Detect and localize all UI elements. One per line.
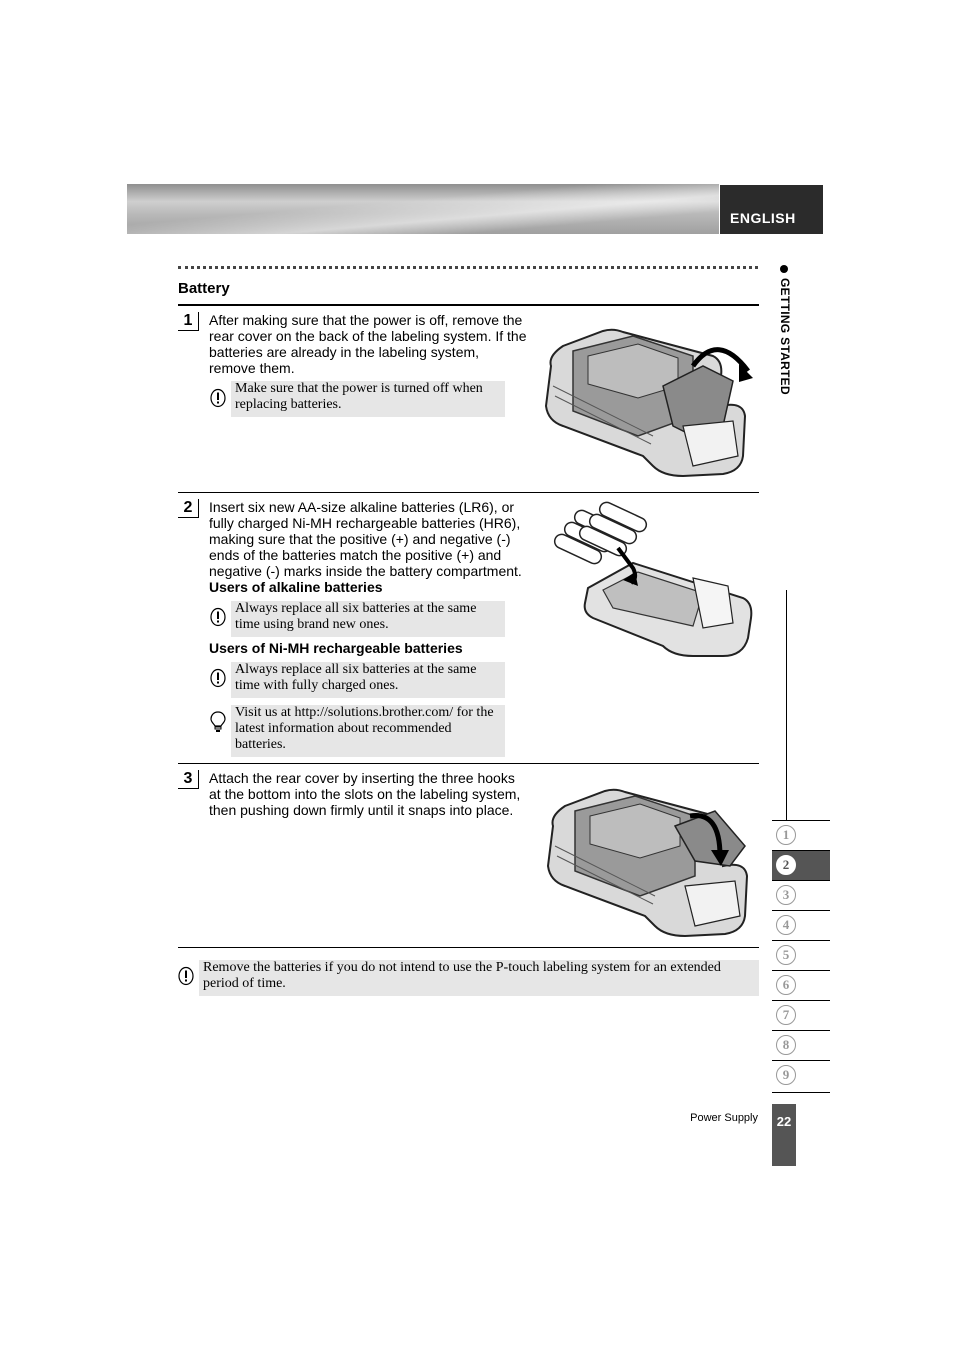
section-title: Battery bbox=[178, 280, 230, 297]
step-1-number: 1 bbox=[178, 312, 199, 331]
step-2-line: ends of the batteries match the positive (+) and bbox=[209, 547, 502, 563]
chapter-number: 2 bbox=[776, 855, 796, 875]
note-line: period of time. bbox=[203, 976, 286, 991]
section-rule bbox=[178, 304, 759, 306]
step-1-line: rear cover on the back of the labeling system. If the bbox=[209, 328, 527, 344]
bullet-dot-icon bbox=[780, 265, 788, 273]
step-2-line: making sure that the positive (+) and negative (-) bbox=[209, 531, 511, 547]
chapter-number: 3 bbox=[776, 885, 796, 905]
step-3-line: at the bottom into the slots on the labeling system, bbox=[209, 786, 521, 802]
chapter-tab-7[interactable] bbox=[772, 1000, 830, 1030]
chapter-tab-2[interactable] bbox=[772, 850, 830, 880]
step-2-line: Insert six new AA-size alkaline batteries (LR6), or bbox=[209, 499, 515, 515]
page-number: 22 bbox=[772, 1104, 796, 1166]
side-section-label bbox=[772, 278, 796, 418]
language-label bbox=[720, 185, 823, 234]
lightbulb-icon bbox=[210, 711, 226, 731]
nimh-heading: Users of Ni-MH rechargeable batteries bbox=[209, 640, 463, 656]
step-2-text bbox=[209, 499, 539, 579]
step-divider bbox=[178, 947, 759, 948]
note-line: Always replace all six batteries at the same bbox=[235, 601, 477, 616]
caution-icon bbox=[178, 966, 194, 986]
chapter-number: 8 bbox=[776, 1035, 796, 1055]
chapter-number: 7 bbox=[776, 1005, 796, 1025]
note-line: time using brand new ones. bbox=[235, 617, 389, 632]
step-1-line: batteries are already in the labeling system, bbox=[209, 344, 480, 360]
alkaline-note bbox=[231, 601, 505, 637]
nimh-note bbox=[231, 662, 505, 698]
chapter-number: 4 bbox=[776, 915, 796, 935]
chapter-number: 1 bbox=[776, 825, 796, 845]
note-line: Visit us at http://solutions.brother.com/ for the bbox=[235, 705, 494, 720]
chapter-tab-9[interactable] bbox=[772, 1060, 830, 1090]
note-line: Always replace all six batteries at the same bbox=[235, 662, 477, 677]
footer-section-name: Power Supply bbox=[690, 1112, 758, 1124]
chapter-tab-8[interactable] bbox=[772, 1030, 830, 1060]
step-divider bbox=[178, 492, 759, 493]
step-3-line: then pushing down firmly until it snaps into place. bbox=[209, 802, 514, 818]
chapter-number: 9 bbox=[776, 1065, 796, 1085]
illustration-attach-cover bbox=[545, 786, 755, 938]
note-line: Make sure that the power is turned off when bbox=[235, 381, 483, 396]
chapter-tabs-bottom-rule bbox=[772, 1092, 830, 1093]
illustration-insert-batteries bbox=[543, 508, 757, 660]
header-banner-highlight bbox=[127, 184, 719, 234]
chapter-tab-6[interactable] bbox=[772, 970, 830, 1000]
note-line: batteries. bbox=[235, 737, 286, 752]
language-text: ENGLISH bbox=[730, 210, 796, 226]
step-2-line: fully charged Ni-MH rechargeable batteries (HR6), bbox=[209, 515, 521, 531]
step-2-line: negative (-) marks inside the battery compartment. bbox=[209, 563, 522, 579]
note-line: latest information about recommended bbox=[235, 721, 452, 736]
caution-icon bbox=[210, 668, 226, 688]
chapter-tab-4[interactable] bbox=[772, 910, 830, 940]
caution-icon bbox=[210, 607, 226, 627]
hint-note bbox=[231, 705, 505, 757]
chapter-tab-1[interactable] bbox=[772, 820, 830, 850]
alkaline-heading: Users of alkaline batteries bbox=[209, 579, 383, 595]
side-section-text: GETTING STARTED bbox=[778, 278, 792, 395]
step-1-text bbox=[209, 312, 539, 376]
side-vertical-line bbox=[786, 590, 787, 820]
step-3-number: 3 bbox=[178, 770, 199, 789]
step-3-text bbox=[209, 770, 539, 818]
note-line: Remove the batteries if you do not intend to use the P-touch labeling system for an extended bbox=[203, 960, 721, 975]
note-line: time with fully charged ones. bbox=[235, 678, 399, 693]
step-2-number: 2 bbox=[178, 499, 199, 518]
step-divider bbox=[178, 763, 759, 764]
dotted-divider bbox=[178, 266, 758, 269]
chapter-number: 5 bbox=[776, 945, 796, 965]
caution-icon bbox=[210, 388, 226, 408]
chapter-tab-3[interactable] bbox=[772, 880, 830, 910]
note-line: replacing batteries. bbox=[235, 397, 342, 412]
bottom-caution-note bbox=[199, 960, 759, 996]
chapter-tab-5[interactable] bbox=[772, 940, 830, 970]
illustration-remove-cover bbox=[543, 326, 757, 478]
chapter-number: 6 bbox=[776, 975, 796, 995]
step-1-line: remove them. bbox=[209, 360, 295, 376]
step-1-line: After making sure that the power is off, remove the bbox=[209, 312, 523, 328]
step-3-line: Attach the rear cover by inserting the three hooks bbox=[209, 770, 515, 786]
caution-note bbox=[231, 381, 505, 417]
